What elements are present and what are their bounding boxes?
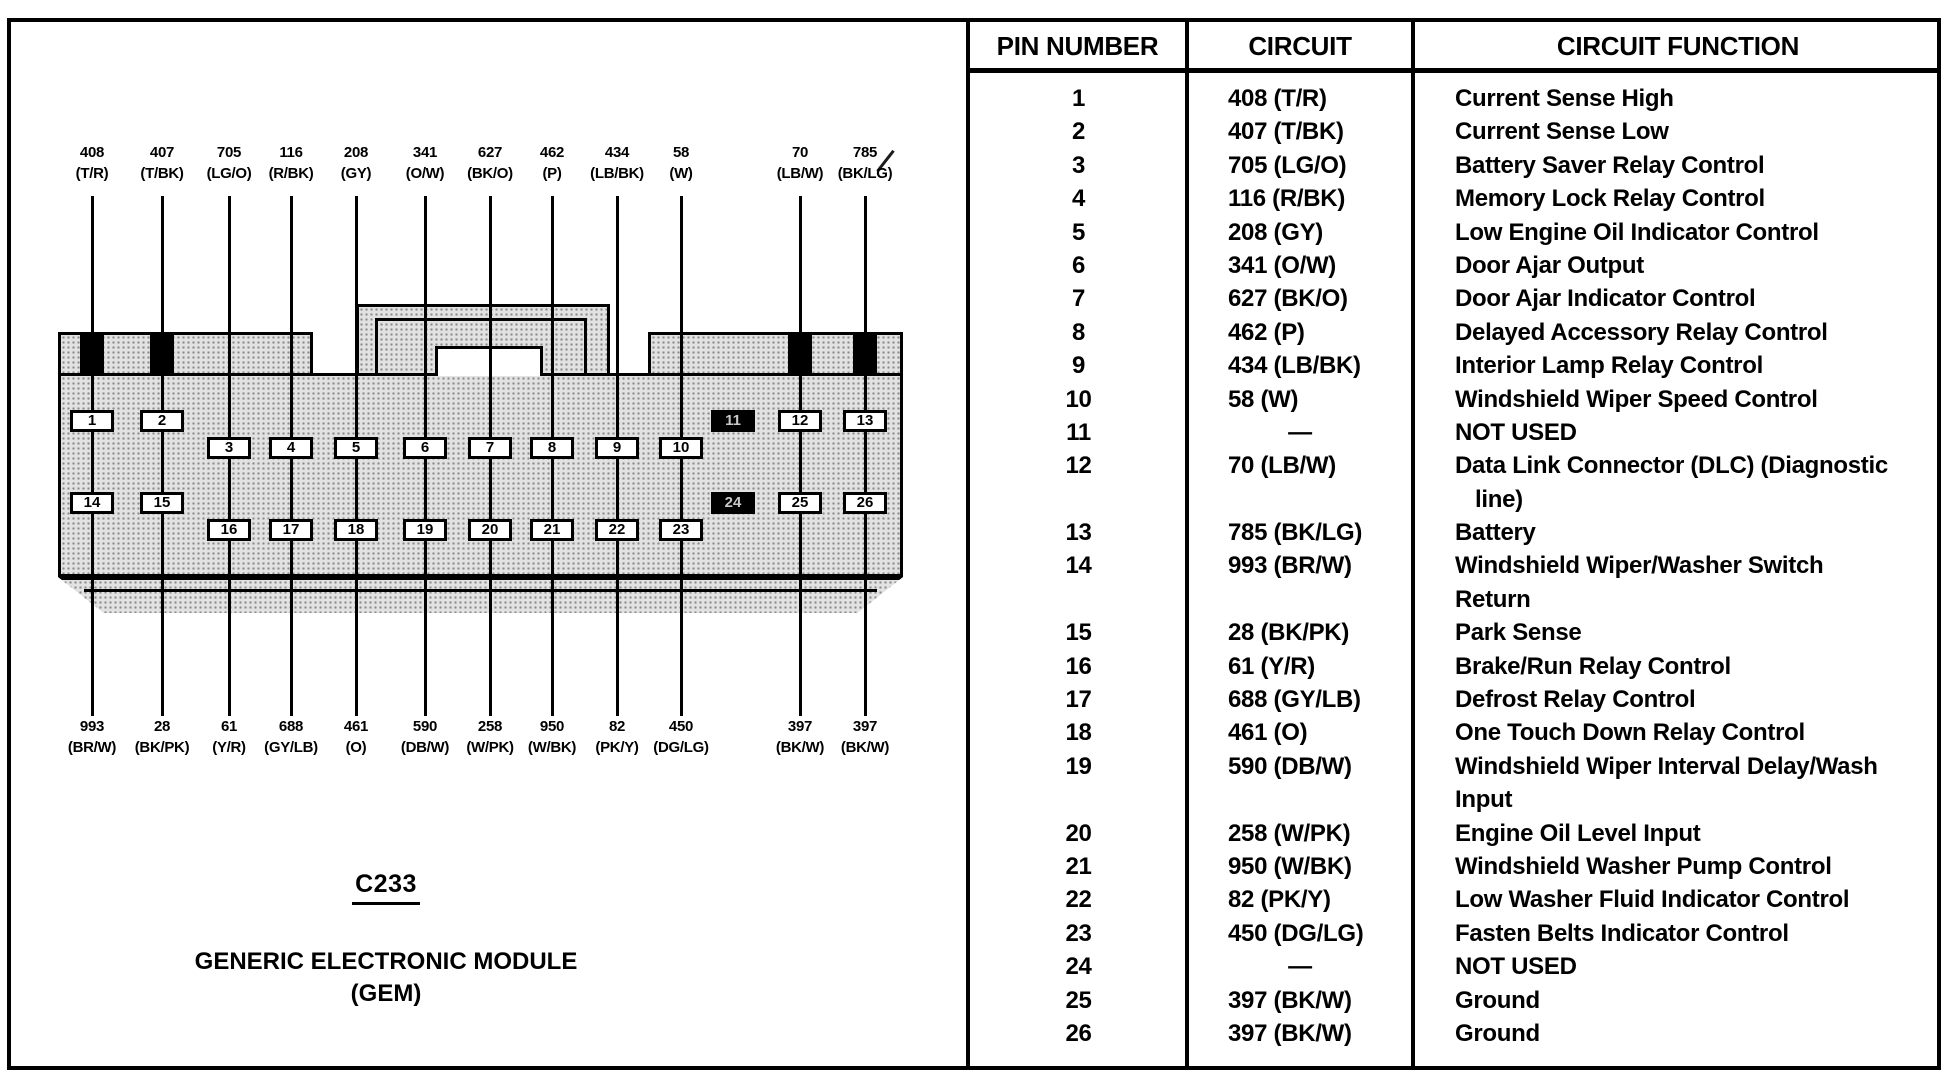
- wire-circuit-number: 28: [153, 718, 171, 735]
- table-row: [970, 750, 1941, 783]
- circuit-function-cell: Door Ajar Indicator Control: [1455, 285, 1756, 313]
- pin-box: 23: [659, 519, 703, 541]
- circuit-function-cell: Interior Lamp Relay Control: [1455, 352, 1763, 380]
- table-row: [970, 449, 1941, 482]
- wire-line: [91, 196, 94, 716]
- circuit-cell: —: [1288, 418, 1312, 446]
- pin-box: 7: [468, 437, 512, 459]
- circuit-function-cell: Battery Saver Relay Control: [1455, 151, 1765, 179]
- wire-color-code: (O): [345, 739, 367, 756]
- pin-box: 17: [269, 519, 313, 541]
- pin-box: 15: [140, 492, 184, 514]
- wire-circuit-number: 627: [477, 144, 503, 161]
- table-row: [970, 716, 1941, 749]
- circuit-function-cell: NOT USED: [1455, 953, 1577, 981]
- circuit-function-cell-line2: Input: [1455, 786, 1513, 814]
- wire-line: [864, 196, 867, 716]
- wire-circuit-number: 70: [791, 144, 809, 161]
- wire-circuit-number: 461: [343, 718, 369, 735]
- table-row: [970, 249, 1941, 282]
- circuit-function-cell: Low Washer Fluid Indicator Control: [1455, 886, 1850, 914]
- circuit-function-cell-line2: line): [1475, 485, 1523, 513]
- pin-box: 18: [334, 519, 378, 541]
- table-row: [970, 650, 1941, 683]
- circuit-cell: 461 (O): [1228, 719, 1308, 747]
- pin-box: 13: [843, 410, 887, 432]
- circuit-cell: 208 (GY): [1228, 218, 1323, 246]
- table-row: [970, 1017, 1941, 1050]
- circuit-cell: 397 (BK/W): [1228, 986, 1352, 1014]
- wire-color-code: (O/W): [405, 165, 445, 182]
- circuit-cell: 950 (W/BK): [1228, 852, 1352, 880]
- wire-color-code: (BK/O): [467, 165, 513, 182]
- table-rows: [970, 82, 1941, 1050]
- pin-box: 25: [778, 492, 822, 514]
- wire-color-code: (P): [542, 165, 562, 182]
- circuit-cell: 785 (BK/LG): [1228, 519, 1363, 547]
- pin-box: 9: [595, 437, 639, 459]
- table-row: [970, 149, 1941, 182]
- wire-circuit-number: 208: [343, 144, 369, 161]
- header-circuit: CIRCUIT: [1248, 31, 1352, 61]
- wire-circuit-number: 688: [278, 718, 304, 735]
- wire-circuit-number: 116: [279, 144, 303, 161]
- module-title-line2: (GEM): [350, 980, 422, 1007]
- table-row: [970, 683, 1941, 716]
- pin-box: 26: [843, 492, 887, 514]
- wire-circuit-number: 82: [608, 718, 626, 735]
- table-row: [970, 817, 1941, 850]
- circuit-function-cell: Defrost Relay Control: [1455, 686, 1696, 714]
- connector-latch-line: [375, 318, 587, 321]
- table-row: [970, 182, 1941, 215]
- wire-color-code: (W/BK): [527, 739, 577, 756]
- pin-box: 2: [140, 410, 184, 432]
- table-row: [970, 616, 1941, 649]
- circuit-function-cell: Battery: [1455, 519, 1536, 547]
- pin-number-cell: 19: [1065, 752, 1092, 780]
- pin-box: 4: [269, 437, 313, 459]
- circuit-cell: 28 (BK/PK): [1228, 619, 1350, 647]
- wire-circuit-number: 408: [79, 144, 105, 161]
- circuit-cell: 434 (LB/BK): [1228, 352, 1361, 380]
- circuit-function-cell-line2: Return: [1455, 585, 1531, 613]
- pin-number-cell: 26: [1065, 1019, 1092, 1047]
- pin-box: 14: [70, 492, 114, 514]
- table-row: [970, 883, 1941, 916]
- wire-circuit-number: 450: [668, 718, 694, 735]
- connector-latch-line: [584, 318, 587, 376]
- pin-number-cell: 10: [1065, 385, 1092, 413]
- wire-color-code: (DG/LG): [653, 739, 709, 756]
- circuit-cell: 341 (O/W): [1228, 251, 1336, 279]
- table-row: [970, 383, 1941, 416]
- pin-number-cell: 5: [1071, 218, 1086, 246]
- wire-line: [161, 196, 164, 716]
- wire-circuit-number: 397: [852, 718, 878, 735]
- wire-circuit-number: 785: [852, 144, 878, 161]
- circuit-function-cell: Delayed Accessory Relay Control: [1455, 318, 1828, 346]
- pin-number-cell: 12: [1065, 452, 1092, 480]
- wire-color-code: (BK/W): [775, 739, 825, 756]
- pin-number-cell: 21: [1065, 852, 1092, 880]
- circuit-cell: —: [1288, 953, 1312, 981]
- circuit-cell: 627 (BK/O): [1228, 285, 1348, 313]
- wire-label-top: [633, 142, 729, 184]
- circuit-cell: 82 (PK/Y): [1228, 886, 1331, 914]
- wire-color-code: (BK/W): [840, 739, 890, 756]
- table-column-separator: [1411, 18, 1415, 1070]
- header-circuit-function: CIRCUIT FUNCTION: [1556, 31, 1800, 61]
- pin-number-cell: 15: [1065, 619, 1092, 647]
- circuit-cell: 705 (LG/O): [1228, 151, 1347, 179]
- pin-number-cell: 13: [1065, 519, 1092, 547]
- table-left-border: [966, 18, 970, 1070]
- wire-color-code: (LG/O): [206, 165, 252, 182]
- circuit-function-cell: Windshield Wiper Interval Delay/Wash: [1455, 752, 1878, 780]
- circuit-function-cell: Current Sense High: [1455, 85, 1674, 112]
- pin-number-cell: 20: [1065, 819, 1092, 847]
- pin-box-not-used: 24: [711, 492, 755, 514]
- pin-number-cell: 14: [1065, 552, 1092, 580]
- module-title-line1: GENERIC ELECTRONIC MODULE: [194, 948, 578, 975]
- pin-number-cell: 11: [1066, 418, 1091, 446]
- wire-color-code: (PK/Y): [595, 739, 639, 756]
- circuit-cell: 590 (DB/W): [1228, 752, 1352, 780]
- circuit-cell: 408 (T/R): [1228, 85, 1327, 112]
- wire-circuit-number: 61: [220, 718, 238, 735]
- wire-color-code: (T/BK): [140, 165, 184, 182]
- pin-number-cell: 7: [1071, 285, 1086, 313]
- circuit-cell: 397 (BK/W): [1228, 1019, 1352, 1047]
- wire-color-code: (BK/LG): [837, 165, 893, 182]
- wire-color-code: (LB/W): [776, 165, 824, 182]
- circuit-function-cell: One Touch Down Relay Control: [1455, 719, 1805, 747]
- pin-number-cell: 2: [1071, 118, 1086, 146]
- circuit-cell: 407 (T/BK): [1228, 118, 1344, 146]
- circuit-function-cell: Fasten Belts Indicator Control: [1455, 919, 1789, 947]
- table-row: [970, 282, 1941, 315]
- circuit-function-cell: Engine Oil Level Input: [1455, 819, 1701, 847]
- table-row: [970, 516, 1941, 549]
- wire-label-top: [817, 142, 913, 184]
- wire-circuit-number: 993: [79, 718, 105, 735]
- pin-box: 20: [468, 519, 512, 541]
- pin-number-cell: 18: [1065, 719, 1092, 747]
- circuit-cell: 450 (DG/LG): [1228, 919, 1364, 947]
- wire-color-code: (DB/W): [400, 739, 450, 756]
- wire-color-code: (GY): [340, 165, 372, 182]
- pin-box: 16: [207, 519, 251, 541]
- pin-number-cell: 24: [1065, 953, 1092, 981]
- table-row: [970, 917, 1941, 950]
- header-pin-number: PIN NUMBER: [996, 31, 1159, 61]
- wire-label-bottom: [633, 716, 729, 758]
- circuit-function-cell: Windshield Wiper Speed Control: [1455, 385, 1818, 413]
- table-header-rule: [968, 68, 1941, 73]
- circuit-cell: 70 (LB/W): [1228, 452, 1336, 480]
- pin-box: 21: [530, 519, 574, 541]
- pin-box: 1: [70, 410, 114, 432]
- table-row-continuation: [970, 483, 1941, 516]
- pin-box: 10: [659, 437, 703, 459]
- circuit-function-cell: NOT USED: [1455, 418, 1577, 446]
- circuit-cell: 462 (P): [1228, 318, 1305, 346]
- table-column-separator: [1185, 18, 1189, 1070]
- pin-box: 22: [595, 519, 639, 541]
- wire-circuit-number: 397: [787, 718, 813, 735]
- table-row: [970, 950, 1941, 983]
- pin-box: 5: [334, 437, 378, 459]
- pin-number-cell: 9: [1071, 352, 1086, 380]
- pin-box-not-used: 11: [711, 410, 755, 432]
- connector-code: C233: [136, 870, 636, 899]
- table-row-continuation: [970, 583, 1941, 616]
- circuit-function-cell: Low Engine Oil Indicator Control: [1455, 218, 1819, 246]
- pin-number-cell: 3: [1071, 151, 1086, 179]
- pin-number-cell: 1: [1071, 85, 1086, 112]
- pin-box: 6: [403, 437, 447, 459]
- pin-number-cell: 8: [1071, 318, 1086, 346]
- circuit-function-cell: Windshield Washer Pump Control: [1455, 852, 1832, 880]
- circuit-cell: 61 (Y/R): [1228, 652, 1315, 680]
- circuit-function-cell: Ground: [1455, 986, 1540, 1014]
- pin-number-cell: 17: [1065, 686, 1092, 714]
- circuit-cell: 993 (BR/W): [1228, 552, 1352, 580]
- table-row: [970, 115, 1941, 148]
- wire-color-code: (W): [669, 165, 693, 182]
- wire-circuit-number: 950: [539, 718, 565, 735]
- circuit-function-cell: Park Sense: [1455, 619, 1582, 647]
- circuit-cell: 258 (W/PK): [1228, 819, 1351, 847]
- table-row: [970, 216, 1941, 249]
- wire-color-code: (T/R): [75, 165, 109, 182]
- pin-number-cell: 23: [1065, 919, 1092, 947]
- circuit-function-cell: Windshield Wiper/Washer Switch: [1455, 552, 1824, 580]
- circuit-cell: 116 (R/BK): [1228, 185, 1346, 213]
- circuit-function-cell: Brake/Run Relay Control: [1455, 652, 1731, 680]
- wire-line: [799, 196, 802, 716]
- wire-color-code: (W/PK): [466, 739, 514, 756]
- wire-circuit-number: 258: [477, 718, 503, 735]
- wire-color-code: (BR/W): [67, 739, 117, 756]
- wire-circuit-number: 58: [672, 144, 690, 161]
- wire-label-bottom: [817, 716, 913, 758]
- connector-skirt: [58, 577, 903, 613]
- table-row: [970, 549, 1941, 582]
- wire-color-code: (GY/LB): [264, 739, 318, 756]
- wire-circuit-number: 434: [604, 144, 630, 161]
- wire-color-code: (LB/BK): [590, 165, 644, 182]
- circuit-function-cell: Current Sense Low: [1455, 118, 1669, 146]
- wire-color-code: (BK/PK): [134, 739, 190, 756]
- table-row: [970, 850, 1941, 883]
- connector-latch-line: [375, 318, 378, 376]
- pin-number-cell: 4: [1071, 185, 1086, 213]
- pin-number-cell: 22: [1065, 886, 1092, 914]
- wire-circuit-number: 407: [149, 144, 175, 161]
- wire-circuit-number: 705: [216, 144, 242, 161]
- table-row: [970, 349, 1941, 382]
- wire-circuit-number: 462: [539, 144, 565, 161]
- circuit-function-cell: Ground: [1455, 1019, 1540, 1047]
- table-row: [970, 316, 1941, 349]
- circuit-function-cell: Memory Lock Relay Control: [1455, 185, 1765, 213]
- pin-number-cell: 25: [1065, 986, 1092, 1014]
- table-row: [970, 984, 1941, 1017]
- connector-diagram: [0, 0, 970, 1088]
- pin-number-cell: 6: [1071, 251, 1086, 279]
- wire-color-code: (R/BK): [268, 165, 314, 182]
- pin-number-cell: 16: [1065, 652, 1092, 680]
- pin-box: 8: [530, 437, 574, 459]
- connector-body: [58, 373, 903, 577]
- circuit-function-cell: Data Link Connector (DLC) (Diagnostic: [1455, 452, 1888, 480]
- pin-box: 12: [778, 410, 822, 432]
- pin-box: 19: [403, 519, 447, 541]
- table-row-continuation: [970, 783, 1941, 816]
- wire-circuit-number: 590: [412, 718, 438, 735]
- wire-color-code: (Y/R): [212, 739, 246, 756]
- table-row: [970, 416, 1941, 449]
- table-row: [970, 82, 1941, 115]
- circuit-function-cell: Door Ajar Output: [1455, 251, 1644, 279]
- wire-circuit-number: 341: [412, 144, 438, 161]
- circuit-cell: 688 (GY/LB): [1228, 686, 1361, 714]
- circuit-cell: 58 (W): [1228, 385, 1299, 413]
- connector-skirt-line: [84, 589, 877, 592]
- pin-box: 3: [207, 437, 251, 459]
